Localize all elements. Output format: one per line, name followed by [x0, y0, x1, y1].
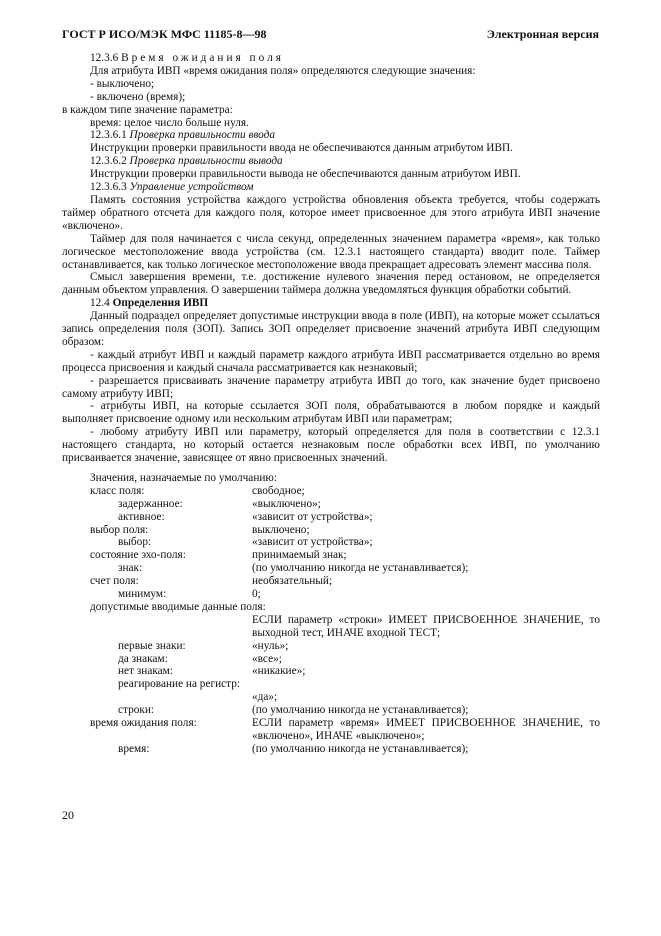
standard-code: ГОСТ Р ИСО/МЭК МФС 11185-8—98 [62, 27, 267, 41]
paragraph: Инструкции проверки правильности ввода не обеспечиваются данным атрибутом ИВП. [90, 142, 513, 155]
page-body [62, 52, 600, 756]
paragraph: Инструкции проверки правильности вывода не обеспечиваются данным атрибутом ИВП. [90, 168, 521, 181]
list-item: - включено (время); [90, 90, 186, 103]
paragraph: Смысл завершения времени, т.е. достижение нулевого значения перед остановом, не определяется данным объектом управления. О завершении таймера должна уведомляться функция обработки событий. [62, 271, 600, 297]
list-item: - каждый атрибут ИВП и каждый параметр каждого атрибута ИВП рассматривается отдельно во время процесса присвоения и каждый сначала рассматривается как незнаковый; [62, 348, 600, 374]
subsection-number: 12.3.6.1 [90, 129, 127, 142]
default-row: знак: (по умолчанию никогда не устанавливается); [118, 562, 469, 575]
default-value-block: ЕСЛИ параметр «время» ИМЕЕТ ПРИСВОЕННОЕ ЗНАЧЕНИЕ, то «включено», ИНАЧЕ «выключено»; [252, 716, 600, 742]
default-row: счет поля: необязательный; [90, 575, 333, 588]
default-row: активное: «зависит от устройства»; [118, 510, 373, 523]
defaults-intro: Значения, назначаемые по умолчанию: [90, 472, 277, 484]
default-row: состояние эхо-поля: принимаемый знак; [90, 549, 347, 562]
list-item: - любому атрибуту ИВП или параметру, который определяется для поля в соответствии с 12.3.1 настоящего стандарта, но который остается незнаковым после обработки всех ИВП, по умолчанию присваивается значение, зависящее от явно присвоенных значений. [62, 426, 600, 465]
default-row: да знакам: «все»; [118, 652, 282, 665]
paragraph: в каждом типе значение параметра: [62, 103, 233, 116]
default-row: «да»; [252, 691, 278, 704]
default-row: время: (по умолчанию никогда не устанавливается); [118, 742, 469, 755]
default-row: минимум: 0; [118, 588, 261, 601]
edition-label: Электронная версия [486, 27, 599, 41]
running-header [62, 27, 599, 43]
list-item: - атрибуты ИВП, на которые ссылается ЗОП поля, обрабатываются в любом порядке и каждый выполняет присвоение одному или нескольким атрибутам ИВП или параметрам; [62, 400, 600, 426]
section-title: Время ожидания поля [121, 52, 284, 64]
subsection-heading [62, 129, 600, 142]
default-row: выбор: «зависит от устройства»; [118, 536, 373, 549]
section-heading [62, 297, 600, 310]
list-item: - разрешается присваивать значение параметру атрибута ИВП до того, как значение будет присвоено самому атрибуту ИВП; [62, 374, 600, 400]
default-row: класс поля: свободное; [90, 484, 305, 497]
default-row: время ожидания поля: [90, 716, 197, 729]
subsection-title: Проверка правильности ввода [129, 129, 276, 142]
section-title: Определения ИВП [112, 297, 209, 310]
subsection-heading [62, 155, 600, 168]
section-number: 12.4 [90, 297, 110, 310]
default-row: нет знакам: «никакие»; [118, 665, 306, 678]
subsection-number: 12.3.6.3 [90, 181, 127, 194]
section-heading [62, 52, 600, 65]
default-row: выбор поля: выключено; [90, 523, 310, 536]
paragraph: Таймер для поля начинается с числа секунд, определенных значением параметра «время», как только логическое местоположение ввода устройства (см. 12.3.1 настоящего стандарта) вводит поле. Таймер останавливается, как только логическое местоположение ввода прекращает адресовать элемент массива поля. [62, 232, 600, 271]
list-item: - выключено; [90, 77, 155, 90]
subsection-title: Проверка правильности вывода [129, 155, 283, 168]
subsection-number: 12.3.6.2 [90, 155, 127, 168]
default-row: допустимые вводимые данные поля: [90, 600, 266, 613]
paragraph: Для атрибута ИВП «время ожидания поля» определяются следующие значения: [90, 64, 476, 77]
subsection-title: Управление устройством [129, 181, 254, 194]
default-row: задержанное: «выключено»; [118, 497, 321, 510]
default-row: реагирование на регистр: [118, 678, 241, 691]
paragraph: время: целое число больше нуля. [90, 116, 249, 129]
default-value-block: ЕСЛИ параметр «строки» ИМЕЕТ ПРИСВОЕННОЕ ЗНАЧЕНИЕ, то выходной тест, ИНАЧЕ входной ТЕСТ; [252, 613, 600, 639]
page-number: 20 [62, 808, 74, 822]
default-row: первые знаки: «нуль»; [118, 639, 289, 652]
subsection-heading [62, 181, 600, 194]
paragraph: Память состояния устройства каждого устройства обновления объекта требуется, чтобы содержать таймер обратного отсчета для каждого поля, которое имеет присвоенное для этого атрибута ИВП значение «включено». [62, 193, 600, 232]
default-row: строки: (по умолчанию никогда не устанавливается); [118, 704, 469, 717]
paragraph: Данный подраздел определяет допустимые инструкции ввода в поле (ИВП), на которые может ссылаться запись определения поля (ЗОП). Запись ЗОП определяет присвоение значений атрибута ИВП следующим образом: [62, 310, 600, 348]
section-number: 12.3.6 [90, 52, 119, 64]
